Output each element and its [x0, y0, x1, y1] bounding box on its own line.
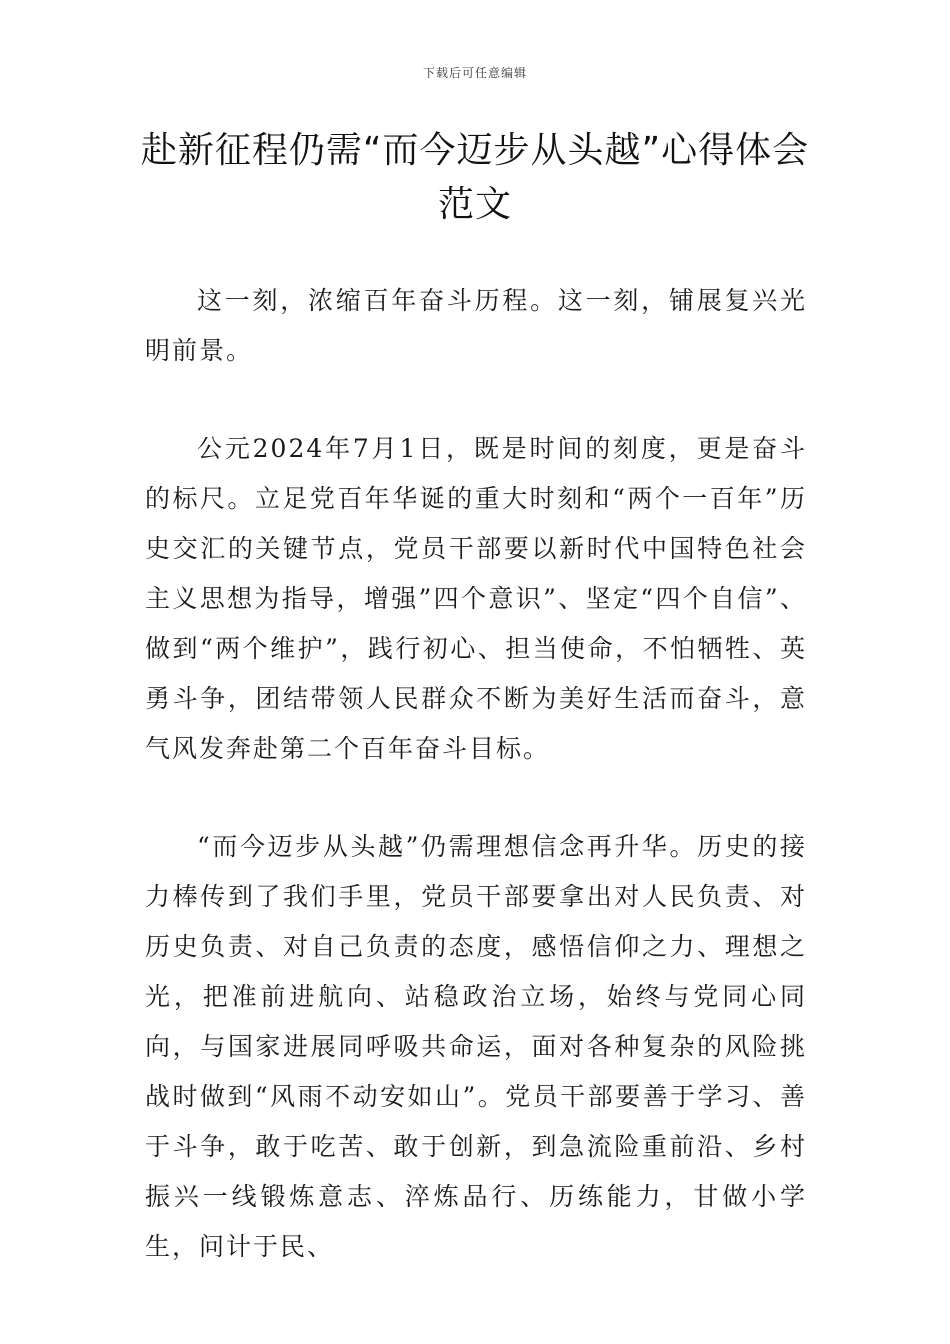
header-note: 下载后可任意编辑 [422, 66, 527, 80]
paragraph-3: “而今迈步从头越”仍需理想信念再升华。历史的接力棒传到了我们手里，党员干部要拿出对人民负责、对历史负责、对自己负责的态度，感悟信仰之力、理想之光，把准前进航向、站稳政治立场，始终与党同心同向，与国家进展同呼吸共命运，面对各种复杂的风险挑战时做到“风雨不动安如山”。党员干部要善于学习、善于斗争，敢于吃苦、敢于创新，到急流险重前沿、乡村振兴一线锻炼意志、淬炼品行、历练能力，甘做小学生，问计于民、 [145, 832, 807, 1261]
paragraph-2: 公元2024年7月1日，既是时间的刻度，更是奋斗的标尺。立足党百年华诞的重大时刻和“两个一百年”历史交汇的关键节点，党员干部要以新时代中国特色社会主义思想为指导，增强”四个意识”、坚定“四个自信”、做到“两个维护”，践行初心、担当使命，不怕牺牲、英勇斗争，团结带领人民群众不断为美好生活而奋斗，意气风发奔赴第二个百年奋斗目标。 [145, 434, 807, 763]
paragraph-1: 这一刻，浓缩百年奋斗历程。这一刻，铺展复兴光明前景。 [145, 286, 807, 365]
document-title: 赴新征程仍需“而今迈步从头越”心得体会范文 [140, 130, 810, 225]
